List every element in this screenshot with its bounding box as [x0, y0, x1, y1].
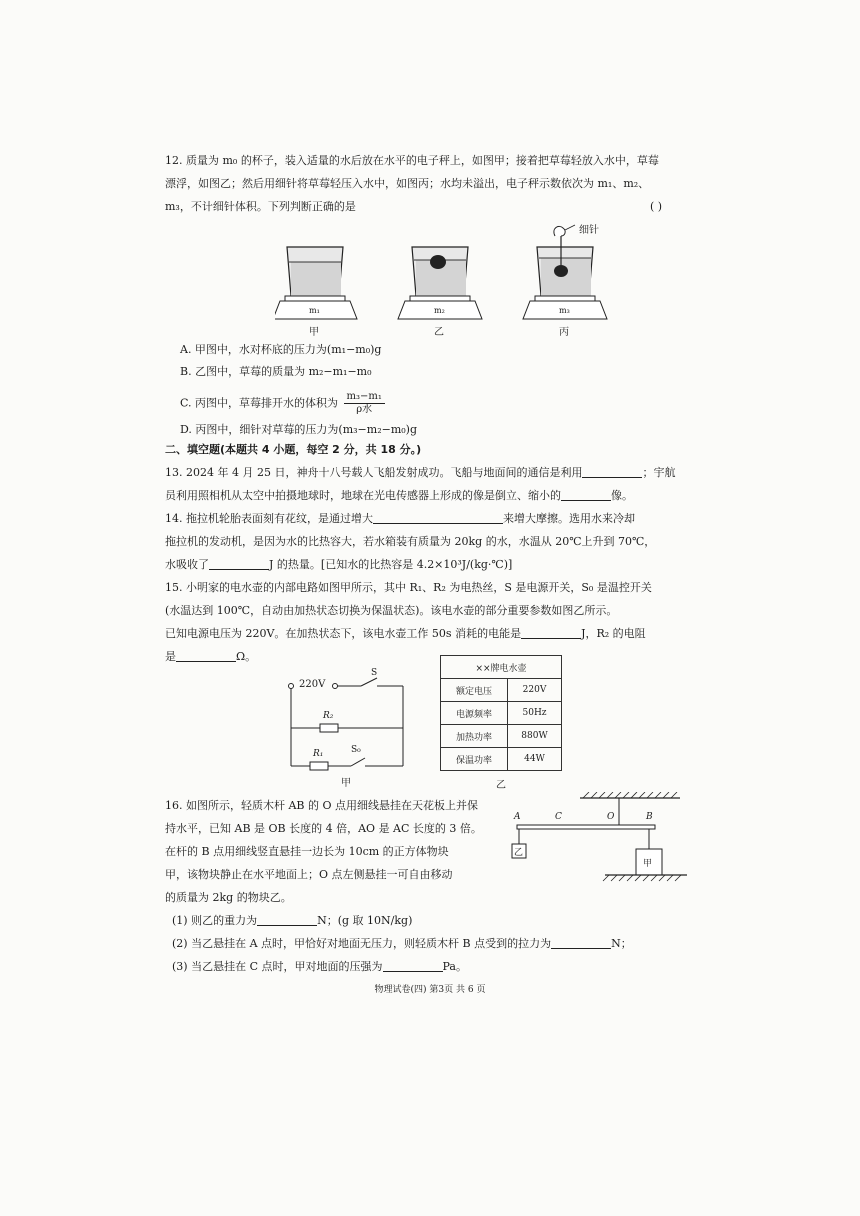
- q15-line4: [165, 649, 256, 664]
- strawberry-icon: [554, 265, 568, 277]
- option-d: D. 丙图中，细针对草莓的压力为(m₃−m₂−m₀)g: [180, 423, 417, 436]
- block-yi-label: 乙: [514, 848, 524, 858]
- q13-text2: ；宇航: [642, 466, 676, 479]
- resistor-r1-icon: [310, 762, 328, 770]
- option-c-text: C. 丙图中，草莓排开水的体积为: [180, 396, 339, 410]
- q14-text1: 14. 拖拉机轮胎表面刻有花纹，是通过增大: [165, 512, 373, 525]
- fraction-numerator: m₃−m₁: [344, 391, 385, 404]
- table-cell: 电源频率: [441, 702, 508, 725]
- fig-label-jia: 甲: [309, 327, 319, 338]
- q15-line2: (水温达到 100℃，自动由加热状态切换为保温状态)。该电水壶的部分重要参数如图乙所示。: [165, 604, 618, 617]
- scale-label-m3: m₃: [559, 306, 570, 315]
- q16-sub3-text: (3) 当乙悬挂在 C 点时，甲对地面的压强为: [172, 960, 383, 973]
- table-cell: 44W: [508, 748, 562, 771]
- switch-s-icon: [361, 678, 377, 686]
- answer-blank[interactable]: [209, 558, 269, 570]
- table-row: [441, 725, 562, 748]
- q13-text4: 像。: [611, 489, 633, 502]
- q16-sub3: [172, 959, 467, 974]
- q13-line1: [165, 465, 675, 480]
- scale-label-m2: m₂: [434, 306, 445, 315]
- q16-line2: 持水平，已知 AB 是 OB 长度的 4 倍，AO 是 AC 长度的 3 倍。: [165, 822, 482, 835]
- block-jia-label: 甲: [643, 859, 653, 869]
- section-title: 二、填空题(本题共 4 小题，每空 2 分，共 18 分。): [165, 443, 422, 456]
- q16-sub1: [172, 913, 412, 928]
- fig-label-yi: 乙: [434, 327, 444, 338]
- answer-blank[interactable]: [383, 960, 443, 972]
- q16-sub2-tail: N；: [611, 937, 632, 950]
- q13-text3: 员利用照相机从太空中拍摄地球时，地球在光电传感器上形成的像是倒立、缩小的: [165, 489, 561, 502]
- table-row: [441, 702, 562, 725]
- switch-s0-label: S₀: [351, 745, 361, 755]
- q15-text3: 已知电源电压为 220V。在加热状态下，该电水壶工作 50s 消耗的电能是: [165, 627, 522, 640]
- r2-label: R₂: [323, 711, 334, 721]
- needle-label: 细针: [579, 225, 599, 236]
- q14-text2: 来增大摩擦。选用水来冷却: [503, 512, 635, 525]
- table-cell: 保温功率: [441, 748, 508, 771]
- fig-label-bing: 丙: [559, 327, 569, 338]
- q16-sub1-tail: N；(g 取 10N/kg): [317, 914, 413, 927]
- answer-bracket: ( ): [650, 200, 663, 213]
- q14-text4: 水吸收了: [165, 558, 209, 571]
- q16-line4: 甲，该物块静止在水平地面上；O 点左侧悬挂一可自由移动: [165, 868, 453, 881]
- q12-line1: 12. 质量为 m₀ 的杯子，装入适量的水后放在水平的电子秤上，如图甲；接着把草莓轻放入水中，草莓: [165, 154, 659, 167]
- answer-blank[interactable]: [373, 512, 503, 524]
- resistor-r2-icon: [320, 724, 338, 732]
- table-cell: 880W: [508, 725, 562, 748]
- q16-sub2-text: (2) 当乙悬挂在 A 点时，甲恰好对地面无压力，则轻质木杆 B 点受到的拉力为: [172, 937, 552, 950]
- kettle-spec-table: [440, 655, 562, 771]
- table-row: [441, 748, 562, 771]
- switch-s-label: S: [371, 668, 378, 678]
- circuit-fig-label: 甲: [341, 778, 351, 789]
- table-row: [441, 679, 562, 702]
- cup-figure-bing: [523, 225, 607, 319]
- lever-rod-icon: [517, 825, 655, 829]
- strawberry-icon: [430, 255, 446, 269]
- answer-blank[interactable]: [521, 627, 581, 639]
- voltage-label: 220V: [299, 679, 326, 690]
- table-title-row: [441, 656, 562, 679]
- scale-label-m1: m₁: [309, 306, 320, 315]
- r1-label: R₁: [313, 749, 324, 759]
- option-b: B. 乙图中，草莓的质量为 m₂−m₁−m₀: [180, 365, 372, 378]
- table-cell: 220V: [508, 679, 562, 702]
- q16-line5: 的质量为 2kg 的物块乙。: [165, 891, 292, 904]
- q15-line3: [165, 626, 646, 641]
- q16-line1: 16. 如图所示，轻质木杆 AB 的 O 点用细线悬挂在天花板上并保: [165, 799, 479, 812]
- point-c-label: C: [555, 812, 562, 822]
- q14-line1: [165, 511, 635, 526]
- answer-blank[interactable]: [176, 650, 236, 662]
- answer-blank[interactable]: [561, 489, 611, 501]
- q12-figure: [275, 222, 615, 340]
- table-fig-label: 乙: [496, 780, 506, 791]
- switch-s0-icon: [351, 758, 365, 766]
- table-cell: 50Hz: [508, 702, 562, 725]
- q12-line2: 漂浮，如图乙；然后用细针将草莓轻压入水中，如图丙；水均未溢出，电子秤示数依次为 m₁、m₂、: [165, 177, 650, 190]
- q14-line2: 拖拉机的发动机，是因为水的比热容大，若水箱装有质量为 20kg 的水，水温从 20℃上升到 70℃，: [165, 535, 656, 548]
- q13-text1: 13. 2024 年 4 月 25 日，神舟十八号载人飞船发射成功。飞船与地面间的通信是利用: [165, 466, 583, 479]
- q15-text5: 是: [165, 650, 176, 663]
- q16-line3: 在杆的 B 点用细线竖直悬挂一边长为 10cm 的正方体物块: [165, 845, 449, 858]
- answer-blank[interactable]: [257, 914, 317, 926]
- point-a-label: A: [514, 812, 521, 822]
- point-o-label: O: [607, 812, 615, 822]
- q16-sub3-tail: Pa。: [442, 960, 467, 973]
- answer-blank[interactable]: [551, 937, 611, 949]
- page-footer: 物理试卷(四) 第3页 共 6 页: [374, 985, 486, 995]
- option-c-fraction: [344, 391, 385, 416]
- q15-text4: J，R₂ 的电阻: [581, 627, 646, 640]
- option-a: A. 甲图中，水对杯底的压力为(m₁−m₀)g: [180, 343, 382, 356]
- table-cell: 额定电压: [441, 679, 508, 702]
- hand-icon: [554, 226, 565, 236]
- q16-sub2: [172, 936, 632, 951]
- q14-text5: J 的热量。[已知水的比热容是 4.2×10³J/(kg·℃)]: [269, 558, 513, 571]
- fraction-denominator: ρ水: [356, 404, 373, 415]
- q16-sub1-text: (1) 则乙的重力为: [172, 914, 258, 927]
- q15-text6: Ω。: [236, 650, 257, 663]
- q12-line3: m₃，不计细针体积。下列判断正确的是: [165, 200, 356, 213]
- table-title: ××牌电水壶: [441, 656, 562, 679]
- table-cell: 加热功率: [441, 725, 508, 748]
- option-c: [180, 391, 385, 416]
- answer-blank[interactable]: [582, 466, 642, 478]
- lever-figure: [505, 792, 690, 892]
- circuit-diagram: [285, 670, 425, 790]
- point-b-label: B: [646, 812, 653, 822]
- q15-line1: 15. 小明家的电水壶的内部电路如图甲所示，其中 R₁、R₂ 为电热丝，S 是电源开关，S₀ 是温控开关: [165, 581, 652, 594]
- q13-line2: [165, 488, 633, 503]
- q14-line3: [165, 557, 512, 572]
